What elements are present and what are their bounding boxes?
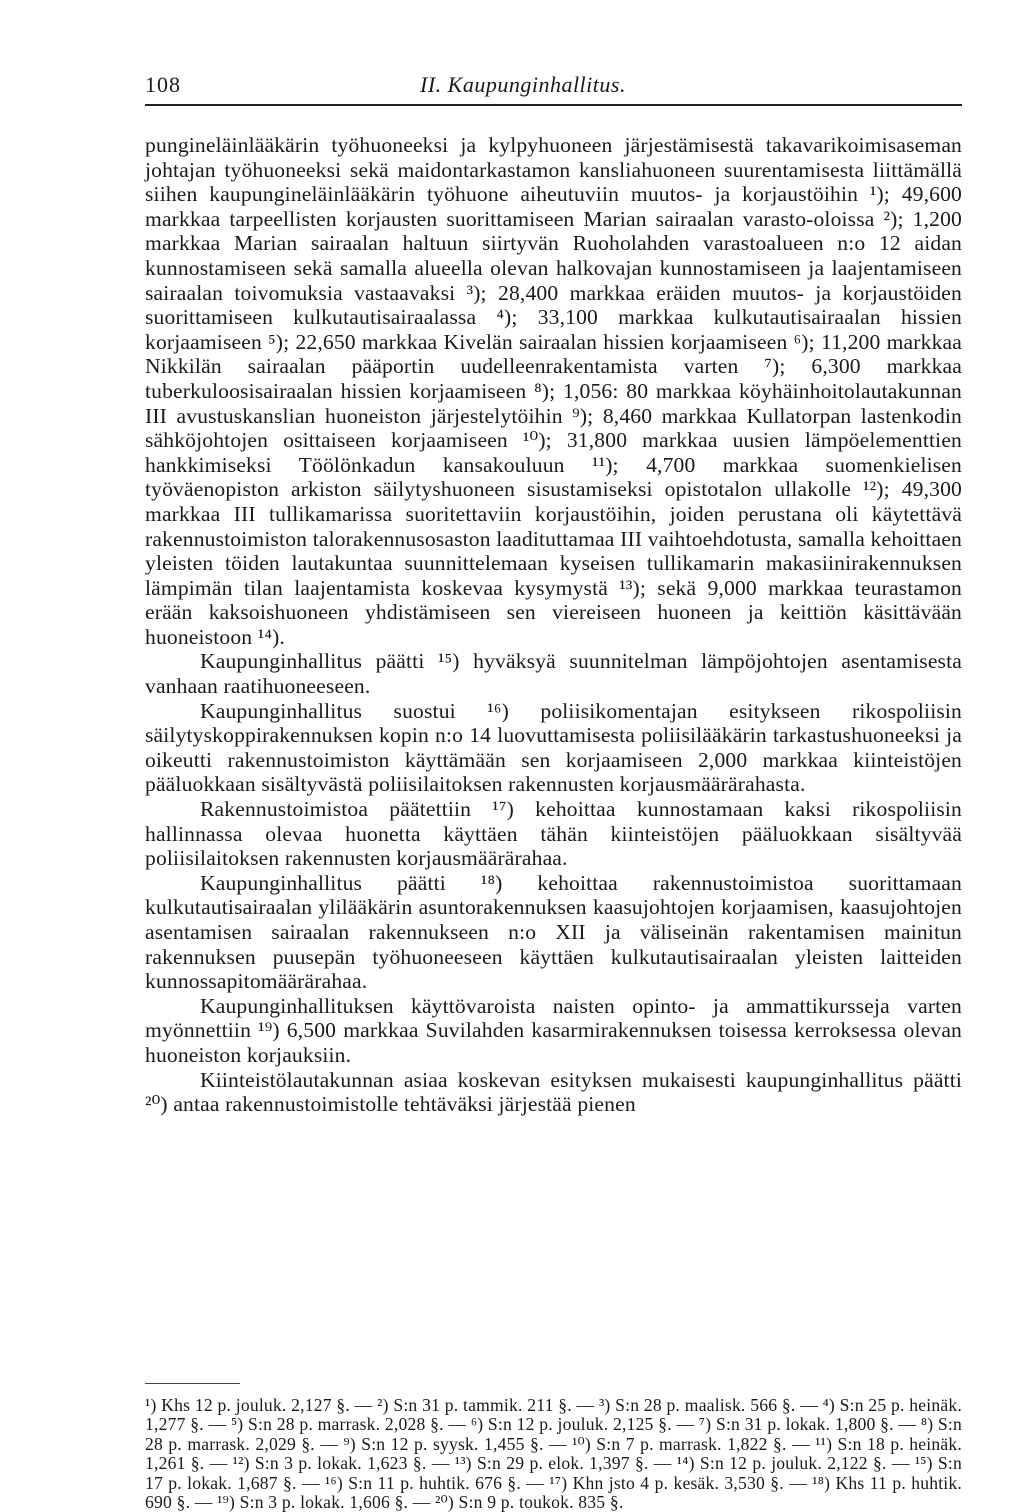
footnotes — [145, 1396, 962, 1512]
paragraph-3: Kaupunginhallitus suostui ¹⁶) poliisikomentajan esitykseen rikospoliisin säilytyskoppirakennuksen kopin n:o 14 luovuttamisesta poliisilääkärin tarkastushuoneeksi ja oikeutti rakennustoimiston käyttämään sen korjaamiseen 2,000 markkaa kiinteistöjen pääluokkaan sisältyvästä poliisilaitoksen rakennusten korjausmäärärahasta. — [145, 698, 962, 797]
paragraph-1: punginеläinlääkärin työhuoneeksi ja kylpyhuoneen järjestämisestä takavarikoimisaseman johtajan työhuoneeksi sekä maidontarkastamon kansliahuoneen suurentamisesta liittämällä siihen kaupungineläinlääkärin työhuone aiheutuviin muutos- ja korjaustöihin ¹); 49,600 markkaa tarpeellisten korjausten suorittamiseen Marian sairaalan varasto-oloissa ²); 1,200 markkaa Marian sairaalan haltuun siirtyvän Ruoholahden varastoalueen n:o 12 aidan kunnostamiseen sekä samalla alueella olevan halkovajan kunnostamiseen ja laajentamiseen sairaalan toivomuksia vastaavaksi ³); 28,400 markkaa eräiden muutos- ja korjaustöiden suorittamiseen kulkutautisairaalassa ⁴); 33,100 markkaa kulkutautisairaalan hissien korjaamiseen ⁵); 22,650 markkaa Kivelän sairaalan hissien korjaamiseen ⁶); 11,200 markkaa Nikkilän sairaalan pääportin uudelleenrakentamista varten ⁷); 6,300 markkaa tuberkuloosisairaalan hissien korjaamiseen ⁸); 1,056: 80 markkaa köyhäinhoitolautakunnan III avustuskanslian huoneiston järjestelytöihin ⁹); 8,460 markkaa Kullatorpan lastenkodin sähköjohtojen osittaiseen korjaamiseen ¹⁰); 31,800 markkaa uusien lämpöelementtien hankkimiseksi Töölönkadun kansakouluun ¹¹); 4,700 markkaa suomenkielisen työväenopiston arkiston säilytyshuoneen sisustamiseksi opistotalon ullakolle ¹²); 49,300 markkaa III tullikamarissa suoritettaviin korjaustöihin, joiden perustana oli käytettävä rakennustoimiston talorakennusosaston laadituttamaa III vaihtoehdotusta, samalla kehoittaen yleisten töiden lautakuntaa suunnittelemaan kyseisen tullikamarin makasiinirakennuksen lämpimän tilan laajentamista koskevaa kysymystä ¹³); sekä 9,000 markkaa teurastamon erään kaksoishuoneen yhdistämiseen sen viereiseen huoneen ja keittiön käsittävään huoneistoon ¹⁴). — [145, 133, 962, 649]
paragraph-2: Kaupunginhallitus päätti ¹⁵) hyväksyä suunnitelman lämpöjohtojen asentamisesta vanhaan raatihuoneeseen. — [145, 649, 962, 699]
paragraph-6: Kaupunginhallituksen käyttövaroista naisten opinto- ja ammattikursseja varten myönnettiin ¹⁹) 6,500 markkaa Suvilahden kasarmirakennuksen toisessa kerroksessa olevan huoneiston korjauksiin. — [145, 993, 962, 1067]
paragraph-7: Kiinteistölautakunnan asiaa koskevan esityksen mukaisesti kaupunginhallitus päätti ²⁰) antaa rakennustoimistolle tehtäväksi järjestää pienen — [145, 1067, 962, 1117]
body-text — [145, 133, 962, 1117]
footnote-divider — [145, 1383, 240, 1384]
running-title: II. Kaupunginhallitus. — [420, 72, 626, 97]
paragraph-4: Rakennustoimistoa päätettiin ¹⁷) kehoittaa kunnostamaan kaksi rikospoliisin hallinnassa olevaa huonetta käyttäen tähän kiinteistöjen pääluokkaan sisältyvää poliisilaitoksen rakennusten korjausmäärärahaa. — [145, 797, 962, 871]
footnote-text: ¹) Khs 12 p. jouluk. 2,127 §. — ²) S:n 31 p. tammik. 211 §. — ³) S:n 28 p. maalisk. 566 §. — ⁴) S:n 25 p. heinäk. 1,277 §. — ⁵) S:n 28 p. marrask. 2,028 §. — ⁶) S:n 12 p. jouluk. 2,125 §. — ⁷) S:n 31 p. lokak. 1,800 §. — ⁸) S:n 28 p. marrask. 2,029 §. — ⁹) S:n 12 p. syysk. 1,455 §. — ¹⁰) S:n 7 p. marrask. 1,822 §. — ¹¹) S:n 18 p. heinäk. 1,261 §. — ¹²) S:n 3 p. lokak. 1,623 §. — ¹³) S:n 29 p. elok. 1,397 §. — ¹⁴) S:n 12 p. jouluk. 2,122 §. — ¹⁵) S:n 17 p. lokak. 1,687 §. — ¹⁶) S:n 11 p. huhtik. 676 §. — ¹⁷) Khn jsto 4 p. kesäk. 3,530 §. — ¹⁸) Khs 11 p. huhtik. 690 §. — ¹⁹) S:n 3 p. lokak. 1,606 §. — ²⁰) S:n 9 p. toukok. 835 §. — [145, 1395, 962, 1512]
page-number: 108 — [145, 72, 181, 97]
paragraph-5: Kaupunginhallitus päätti ¹⁸) kehoittaa rakennustoimistoa suorittamaan kulkutautisairaalan ylilääkärin asuntorakennuksen kaasujohtojen korjaamisen, kaasujohtojen asentamisen sairaalan rakennukseen n:o XII ja väliseinän rakentamisen mainitun rakennuksen puusepän työhuoneeseen käyttäen kulkutautisairaalan yleisten laitteiden kunnossapitomäärärahaa. — [145, 870, 962, 994]
page-header — [145, 72, 962, 106]
